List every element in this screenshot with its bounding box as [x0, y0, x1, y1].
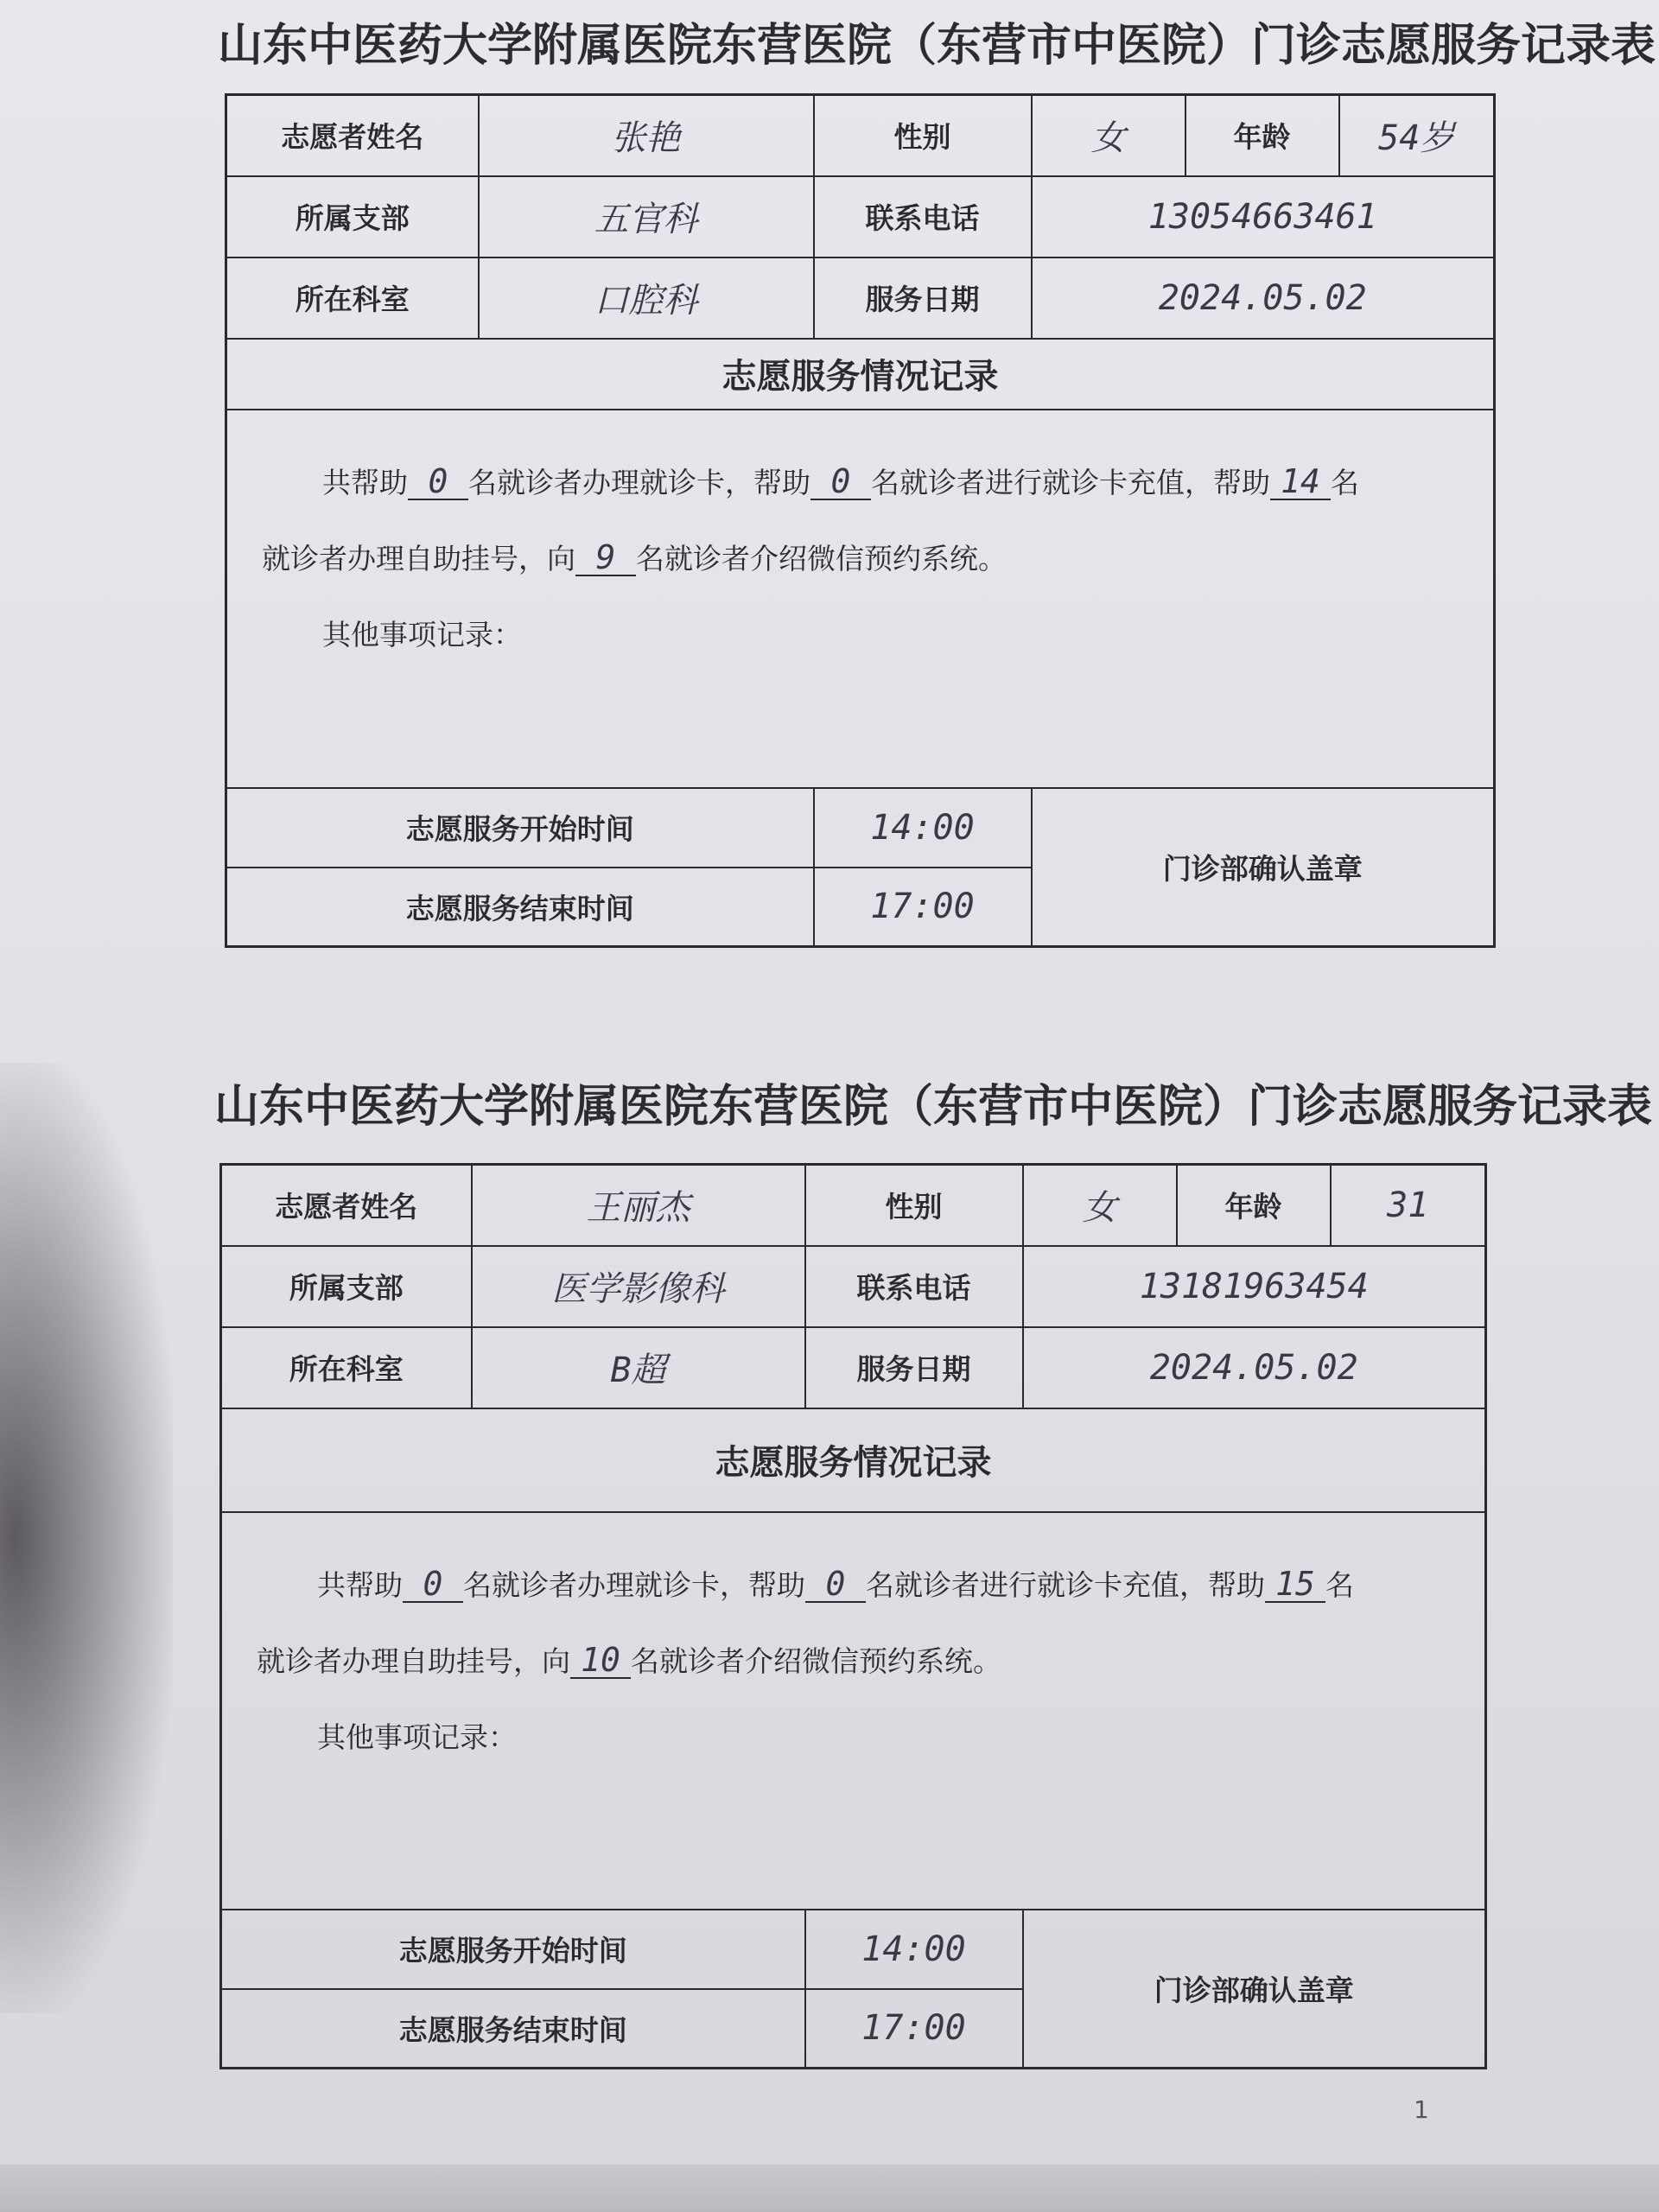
- branch-value: 五官科: [479, 176, 814, 257]
- gender-value: 女: [1032, 95, 1185, 176]
- volunteer-record-table: [219, 1163, 1487, 2069]
- service-date-value: 2024.05.02: [1023, 1327, 1486, 1408]
- department-label: 所在科室: [221, 1327, 472, 1408]
- department-value: 口腔科: [479, 257, 814, 339]
- sentence-text: 共帮助: [317, 1567, 403, 1602]
- phone-label: 联系电话: [805, 1246, 1023, 1327]
- end-time-value: 17:00: [814, 868, 1032, 947]
- page-number: 1: [1414, 2095, 1429, 2124]
- service-record-body: [221, 1512, 1486, 1910]
- service-record-body: [226, 410, 1495, 788]
- count-wechat-intro: 10: [570, 1643, 631, 1679]
- count-card-recharge: 0: [810, 464, 871, 500]
- sentence-text: 共帮助: [322, 465, 408, 499]
- sentence-text: 就诊者办理自助挂号，向: [257, 1643, 570, 1678]
- age-label: 年龄: [1185, 95, 1339, 176]
- branch-label: 所属支部: [226, 176, 479, 257]
- sentence-text: 名: [1331, 465, 1359, 499]
- start-time-value: 14:00: [814, 788, 1032, 868]
- other-items-label: 其他事项记录：: [317, 1719, 517, 1754]
- start-time-value: 14:00: [805, 1910, 1023, 1989]
- gender-label: 性别: [814, 95, 1032, 176]
- end-time-label: 志愿服务结束时间: [226, 868, 814, 947]
- start-time-label: 志愿服务开始时间: [221, 1910, 805, 1989]
- sentence-text: 名就诊者介绍微信预约系统。: [636, 541, 1007, 575]
- table-surface: [0, 2164, 1659, 2212]
- department-label: 所在科室: [226, 257, 479, 339]
- hand-shadow: [0, 1063, 173, 2013]
- confirm-seal-label: 门诊部确认盖章: [1032, 788, 1495, 947]
- gender-value: 女: [1023, 1165, 1177, 1246]
- section-title: 志愿服务情况记录: [221, 1408, 1486, 1512]
- name-label: 志愿者姓名: [226, 95, 479, 176]
- department-value: B超: [472, 1327, 805, 1408]
- count-card-issued: 0: [408, 464, 468, 500]
- section-title: 志愿服务情况记录: [226, 339, 1495, 410]
- form-title: 山东中医药大学附属医院东营医院（东营市中医院）门诊志愿服务记录表: [214, 1080, 1653, 1133]
- phone-label: 联系电话: [814, 176, 1032, 257]
- phone-value: 13054663461: [1032, 176, 1495, 257]
- count-self-registration: 14: [1270, 464, 1331, 500]
- sentence-text: 名就诊者办理就诊卡，帮助: [468, 465, 810, 499]
- sentence-text: 名就诊者介绍微信预约系统。: [631, 1643, 1001, 1678]
- count-card-recharge: 0: [805, 1567, 866, 1603]
- count-wechat-intro: 9: [575, 540, 636, 576]
- form-title: 山东中医药大学附属医院东营医院（东营市中医院）门诊志愿服务记录表: [218, 19, 1656, 72]
- end-time-value: 17:00: [805, 1989, 1023, 2069]
- start-time-label: 志愿服务开始时间: [226, 788, 814, 868]
- count-card-issued: 0: [403, 1567, 463, 1603]
- age-value: 54岁: [1339, 95, 1495, 176]
- name-label: 志愿者姓名: [221, 1165, 472, 1246]
- name-value: 王丽杰: [472, 1165, 805, 1246]
- sentence-text: 名就诊者办理就诊卡，帮助: [463, 1567, 805, 1602]
- age-value: 31: [1331, 1165, 1486, 1246]
- branch-label: 所属支部: [221, 1246, 472, 1327]
- volunteer-record-table: [225, 93, 1496, 948]
- phone-value: 13181963454: [1023, 1246, 1486, 1327]
- service-date-label: 服务日期: [805, 1327, 1023, 1408]
- age-label: 年龄: [1177, 1165, 1331, 1246]
- sentence-text: 名就诊者进行就诊卡充值，帮助: [871, 465, 1270, 499]
- service-date-value: 2024.05.02: [1032, 257, 1495, 339]
- branch-value: 医学影像科: [472, 1246, 805, 1327]
- gender-label: 性别: [805, 1165, 1023, 1246]
- name-value: 张艳: [479, 95, 814, 176]
- sentence-text: 名就诊者进行就诊卡充值，帮助: [866, 1567, 1265, 1602]
- service-date-label: 服务日期: [814, 257, 1032, 339]
- end-time-label: 志愿服务结束时间: [221, 1989, 805, 2069]
- confirm-seal-label: 门诊部确认盖章: [1023, 1910, 1486, 2069]
- count-self-registration: 15: [1265, 1567, 1325, 1603]
- sentence-text: 名: [1325, 1567, 1354, 1602]
- sentence-text: 就诊者办理自助挂号，向: [262, 541, 575, 575]
- other-items-label: 其他事项记录：: [322, 617, 522, 652]
